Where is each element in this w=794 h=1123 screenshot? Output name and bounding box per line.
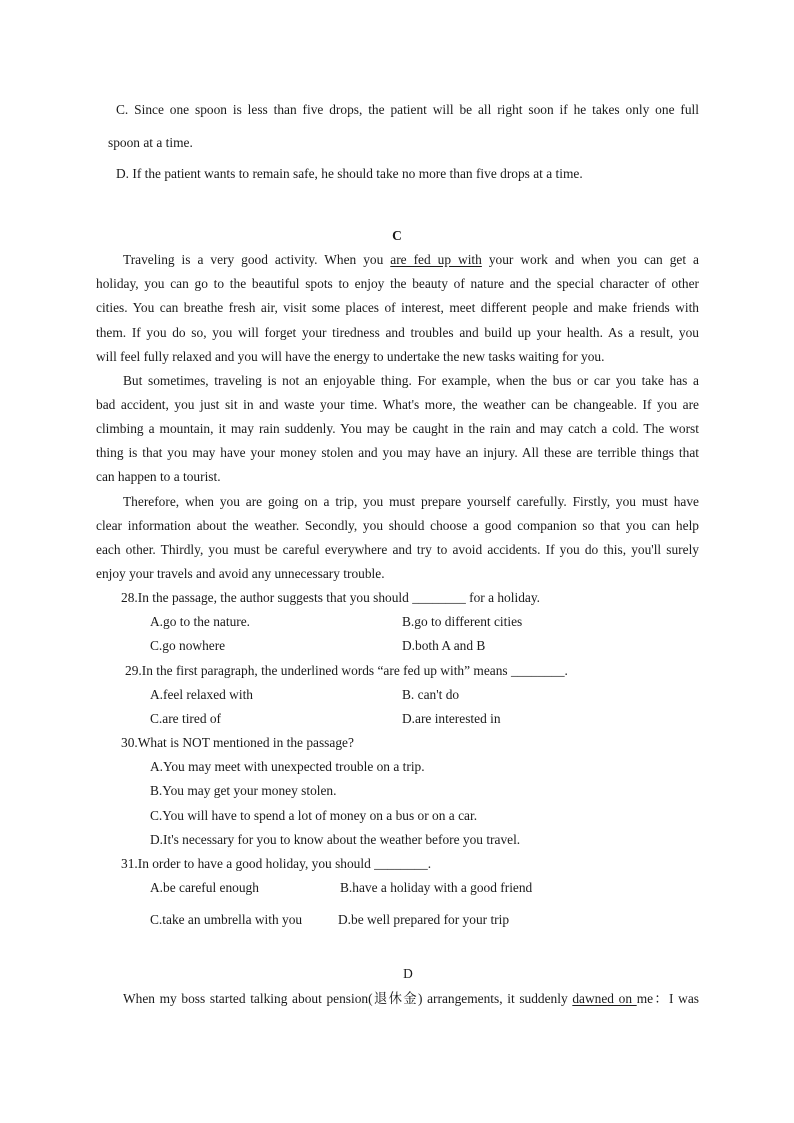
option-c-line-1: C. Since one spoon is less than five drops, the patient will be all right soon if he takes only one full bbox=[116, 102, 699, 117]
section-d-heading: D bbox=[403, 966, 413, 981]
question-28-option-b: B.go to different cities bbox=[402, 614, 523, 629]
paragraph-1-text-before: Traveling is a very good activity. When you bbox=[123, 252, 391, 267]
paragraph-1-line-5: will feel fully relaxed and you will have the energy to undertake the new tasks waiting for you. bbox=[96, 349, 605, 364]
section-d-line-1 bbox=[123, 991, 699, 1007]
paragraph-3-line-1: Therefore, when you are going on a trip, you must prepare yourself carefully. Firstly, you must have bbox=[123, 494, 699, 509]
underlined-phrase: are fed up with bbox=[390, 252, 482, 267]
underlined-phrase-d: dawned on bbox=[572, 991, 637, 1006]
paragraph-1-line-3: cities. You can breathe fresh air, visit some places of interest, meet different people and make friends with bbox=[96, 300, 699, 315]
question-30-stem: 30.What is NOT mentioned in the passage? bbox=[121, 735, 354, 750]
question-29-stem: 29.In the first paragraph, the underlined words “are fed up with” means ________. bbox=[125, 663, 568, 678]
question-30-option-a: A.You may meet with unexpected trouble on a trip. bbox=[150, 759, 425, 774]
question-28-option-a: A.go to the nature. bbox=[150, 614, 251, 629]
paragraph-2-line-5: can happen to a tourist. bbox=[96, 469, 221, 484]
question-31-stem: 31.In order to have a good holiday, you should ________. bbox=[121, 856, 432, 871]
section-d-text-before: When my boss started talking about pension(退休金) arrangements, it suddenly bbox=[123, 991, 573, 1006]
paragraph-1-line-1 bbox=[123, 252, 699, 268]
question-31-option-a: A.be careful enough bbox=[150, 880, 259, 895]
paragraph-1-text-after: your work and when you can get a bbox=[481, 252, 700, 267]
question-29-option-d: D.are interested in bbox=[402, 711, 501, 726]
question-29-option-c: C.are tired of bbox=[150, 711, 222, 726]
section-d-text-after: me：I was bbox=[636, 991, 699, 1006]
question-30-option-d: D.It's necessary for you to know about the weather before you travel. bbox=[150, 832, 521, 847]
paragraph-2-line-3: climbing a mountain, it may rain suddenly. You may be caught in the rain and may catch a cold. The worst bbox=[96, 421, 699, 436]
question-28-option-d: D.both A and B bbox=[402, 638, 486, 653]
question-30-option-c: C.You will have to spend a lot of money on a bus or on a car. bbox=[150, 808, 478, 823]
option-d-line: D. If the patient wants to remain safe, he should take no more than five drops at a time. bbox=[116, 166, 583, 181]
paragraph-1-line-2: holiday, you can go to the beautiful spots to enjoy the beauty of nature and the special character of other bbox=[96, 276, 699, 291]
question-29-option-a: A.feel relaxed with bbox=[150, 687, 253, 702]
paragraph-2-line-2: bad accident, you just sit in and waste your time. What's more, the weather can be changeable. If you are bbox=[96, 397, 699, 412]
paragraph-2-line-1: But sometimes, traveling is not an enjoyable thing. For example, when the bus or car you take has a bbox=[123, 373, 699, 388]
paragraph-1-line-4: them. If you do so, you will forget your tiredness and troubles and build up your health. As a result, you bbox=[96, 325, 699, 340]
paragraph-3-line-4: enjoy your travels and avoid any unnecessary trouble. bbox=[96, 566, 385, 581]
question-28-option-c: C.go nowhere bbox=[150, 638, 226, 653]
question-31-option-d: D.be well prepared for your trip bbox=[338, 912, 510, 927]
question-28-stem: 28.In the passage, the author suggests that you should ________ for a holiday. bbox=[121, 590, 541, 605]
option-c-line-2: spoon at a time. bbox=[108, 135, 193, 150]
question-29-option-b: B. can't do bbox=[402, 687, 460, 702]
question-30-option-b: B.You may get your money stolen. bbox=[150, 783, 337, 798]
question-31-option-b: B.have a holiday with a good friend bbox=[340, 880, 533, 895]
paragraph-3-line-3: each other. Thirdly, you must be careful everywhere and try to avoid accidents. If you do this, you'll surely bbox=[96, 542, 699, 557]
paragraph-3-line-2: clear information about the weather. Secondly, you should choose a good companion so that you can help bbox=[96, 518, 699, 533]
paragraph-2-line-4: thing is that you may have your money stolen and you may have an injury. All these are terrible things that bbox=[96, 445, 699, 460]
section-c-heading: C bbox=[392, 228, 402, 243]
question-31-option-c: C.take an umbrella with you bbox=[150, 912, 303, 927]
